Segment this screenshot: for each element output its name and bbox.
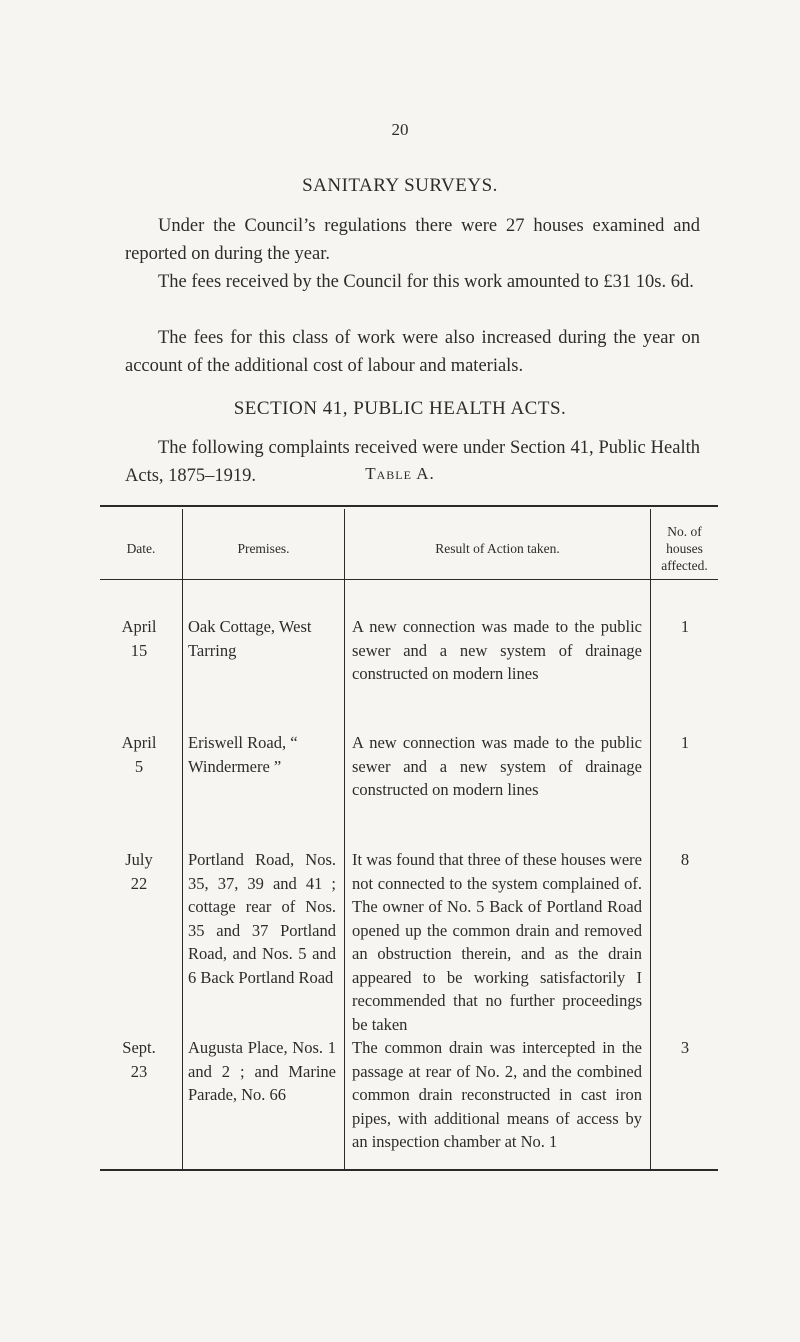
header-result: Result of Action taken. (435, 541, 560, 556)
column-divider (650, 509, 651, 1169)
column-divider (182, 509, 183, 1169)
header-date: Date. (126, 541, 156, 556)
table-row-premises: Augusta Place, Nos. 1 and 2 ; and Marine Parade, No. 66 (188, 1038, 336, 1104)
table-row-houses: 3 (680, 1038, 690, 1057)
table-row-date: July 22 (125, 850, 153, 893)
table-row-premises: Portland Road, Nos. 35, 37, 39 and 41 ; cottage rear of Nos. 35 and 37 Portland Road, and Nos. 5 and 6 Back Portland Road (188, 850, 336, 987)
table-row-houses: 1 (680, 617, 690, 636)
table-row-date: Sept. 23 (122, 1038, 156, 1081)
page-number: 20 (391, 120, 409, 139)
header-rule (100, 579, 718, 580)
table-bottom-rule (100, 1169, 718, 1171)
section-heading-section-41: SECTION 41, PUBLIC HEALTH ACTS. (233, 398, 567, 419)
table-row-result: It was found that three of these houses were not connected to the system complained of. The owner of No. 5 Back of Portland Road opened up the common drain and removed an obstruction therein, and as the drain appeared to be working satisfactorily I recommended that no further proceedings be taken (352, 850, 642, 1034)
table-row-premises: Oak Cottage, West Tarring (188, 617, 312, 660)
paragraph: The fees received by the Council for this work amounted to £31 10s. 6d. (158, 272, 694, 292)
paragraph: Under the Council’s regulations there were 27 houses examined and reported on during the year. (125, 216, 700, 264)
table-row-date: April 5 (121, 733, 157, 776)
complaints-table (100, 505, 718, 1171)
table-row-houses: 1 (680, 733, 690, 752)
header-houses: No. of houses affected. (661, 524, 708, 573)
table-title: Table A. (365, 464, 435, 483)
header-premises: Premises. (237, 541, 290, 556)
table-top-rule (100, 505, 718, 507)
table-row-premises: Eriswell Road, “ Windermere ” (188, 733, 298, 776)
table-row-date: April 15 (121, 617, 157, 660)
section-heading-sanitary-surveys: SANITARY SURVEYS. (302, 175, 498, 196)
table-row-houses: 8 (680, 850, 690, 869)
paragraph: The following complaints received were under Section 41, Public Health Acts, 1875–1919. (125, 438, 700, 486)
paragraph: The fees for this class of work were also increased during the year on account of the additional cost of labour and materials. (125, 328, 700, 376)
table-row-result: A new connection was made to the public sewer and a new system of drainage constructed on modern lines (352, 617, 642, 683)
column-divider (344, 509, 345, 1169)
table-row-result: The common drain was intercepted in the passage at rear of No. 2, and the combined common drain reconstructed in cast iron pipes, with additional means of access by an inspection chamber at No. 1 (352, 1038, 642, 1151)
table-row-result: A new connection was made to the public sewer and a new system of drainage constructed on modern lines (352, 733, 642, 799)
